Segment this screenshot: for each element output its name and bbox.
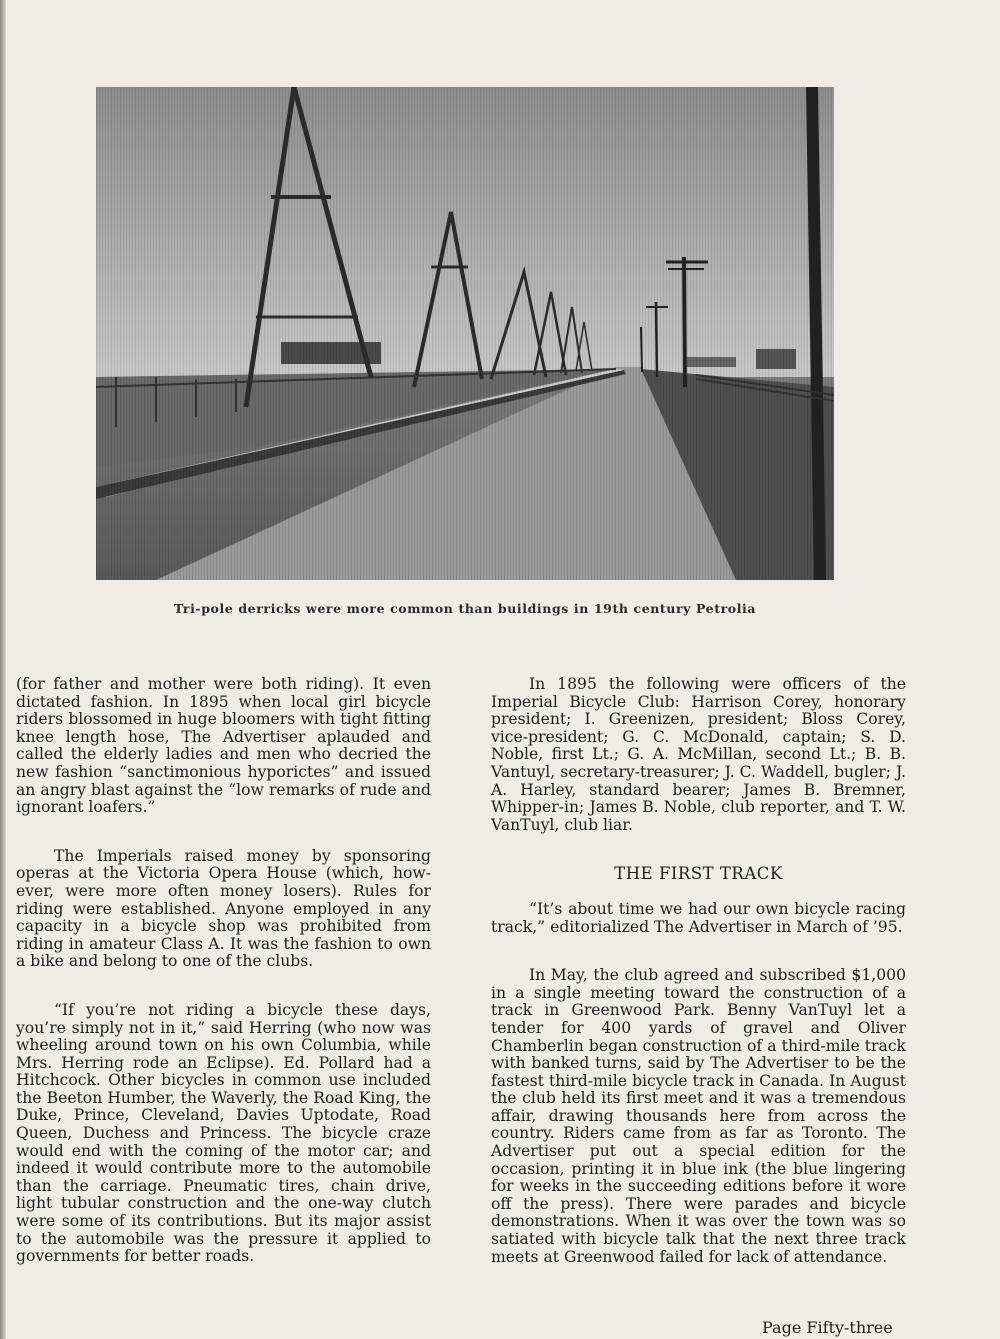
paragraph: “It’s about time we had our own bicycle racing track,” editorialized The Advertiser in March of ’95. (491, 899, 906, 936)
right-column (491, 676, 906, 1297)
left-column (16, 676, 431, 1297)
paragraph: The Imperials raised money by sponsoring operas at the Victoria Opera House (which, however, were more often money losers). Rules for riding were established. Anyone employed in any capacity in a bicycle shop was prohibited from riding in amateur Class A. It was the fashion to own a bike and belong to one of the clubs. (16, 846, 431, 971)
derricks-photo (96, 87, 834, 580)
paragraph: (for father and mother were both riding). It even dictated fashion. In 1895 when local girl bicycle riders blossomed in huge bloomers with tight fitting knee length hose, The Advertiser aplauded and called the elderly ladies and men who decried the new fashion “sanctimonious hyporictes” and issued an angry blast against the “low remarks of rude and ignorant loafers.” (16, 675, 431, 817)
paragraph: In May, the club agreed and subscribed $1,000 in a single meeting toward the construction of a track in Greenwood Park. Benny VanTuyl let a tender for 400 yards of gravel and Oliver Chamberlin began construction of a third-mile track with banked turns, said by The Advertiser to be the fastest third-mile bicycle track in Canada. In August the club held its first meet and it was a tremendous affair, drawing thousands here from across the country. Riders came from as far as Toronto. The Advertiser put out a special edition for the occasion, printing it in blue ink (the blue lingering for weeks in the succeeding editions before it wore off the press). There were parades and bicycle demonstrations. When it was over the town was so satiated with bicycle talk that the next three track meets at Greenwood failed for lack of attendance. (491, 966, 906, 1266)
oil-field-road-photo-icon (96, 87, 834, 580)
paragraph: “If you’re not riding a bicycle these days, you’re simply not in it,” said Herring (who now was wheeling around town on his own Columbia, while Mrs. Herring rode an Eclipse). Ed. Pollard had a Hitchcock. Other bicycles in common use included the Beeton Humber, the Waverly, the Road King, the Duke, Prince, Cleveland, Davies Uptodate, Road Queen, Duchess and Princess. The bicycle craze would end with the coming of the motor car; and indeed it would contribute more to the automobile than the carriage. Pneumatic tires, chain drive, light tubular construction and the one-way clutch were some of its contributions. But its major assist to the automobile was the pressure it applied to governments for better roads. (16, 1000, 431, 1266)
section-heading: THE FIRST TRACK (614, 864, 783, 884)
paragraph: In 1895 the following were officers of the Imperial Bicycle Club: Harrison Corey, honorary president; I. Greenizen, president; Bloss Corey, vice-president; G. C. McDonald, captain; S. D. Noble, first Lt.; G. A. McMillan, second Lt.; B. B. Vantuyl, secretary-treasurer; J. C. Waddell, bugler; J. A. Harley, standard bearer; James B. Bremner, Whipper-in; James B. Noble, club reporter, and T. W. VanTuyl, club liar. (491, 675, 906, 834)
page-number: Page Fifty-three (762, 1318, 893, 1337)
photo-caption: Tri-pole derricks were more common than buildings in 19th century Petrolia (173, 601, 757, 616)
book-spine-shadow (0, 0, 6, 1339)
